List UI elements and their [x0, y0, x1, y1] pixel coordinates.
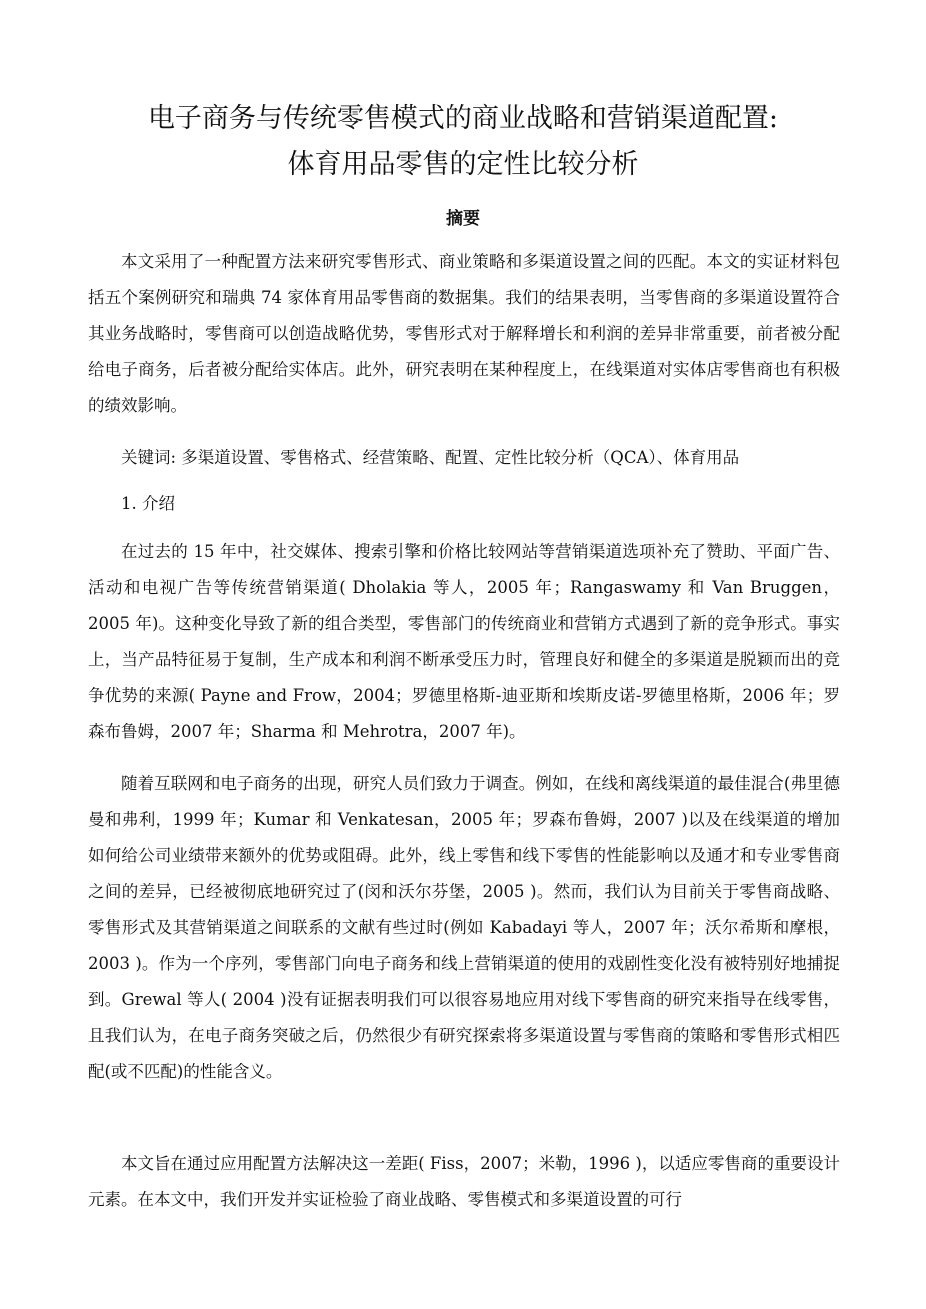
keywords-line: 关键词: 多渠道设置、零售格式、经营策略、配置、定性比较分析（QCA）、体育用品	[121, 448, 740, 467]
document-title-line-1: 电子商务与传统零售模式的商业战略和营销渠道配置:	[147, 103, 779, 134]
intro-paragraph-1: 在过去的 15 年中，社交媒体、搜索引擎和价格比较网站等营销渠道选项补充了赞助、平面广告、活动和电视广告等传统营销渠道( Dholakia 等人，2005 年；Rangaswamy 和 Van Bruggen，2005 年)。这种变化导致了新的组合类型，零售部门的传统商业和营销方式遇到了新的竞争形式。事实上，当产品特征易于复制，生产成本和利润不断承受压力时，管理良好和健全的多渠道是脱颖而出的竞争优势的来源( Payne and Frow，2004；罗德里格斯-迪亚斯和埃斯皮诺-罗德里格斯，2006 年；罗森布鲁姆，2007 年；Sharma 和 Mehrotra，2007 年)。	[88, 542, 840, 741]
intro-paragraph-2: 随着互联网和电子商务的出现，研究人员们致力于调查。例如，在线和离线渠道的最佳混合(弗里德曼和弗利，1999 年；Kumar 和 Venkatesan，2005 年；罗森布鲁姆，2007 )以及在线渠道的增加如何给公司业绩带来额外的优势或阻碍。此外，线上零售和线下零售的性能影响以及通才和专业零售商之间的差异，已经被彻底地研究过了(闵和沃尔芬堡，2005 )。然而，我们认为目前关于零售商战略、零售形式及其营销渠道之间联系的文献有些过时(例如 Kabadayi 等人，2007 年；沃尔希斯和摩根，2003 )。作为一个序列，零售部门向电子商务和线上营销渠道的使用的戏剧性变化没有被特别好地捕捉到。Grewal 等人( 2004 )没有证据表明我们可以很容易地应用对线下零售商的研究来指导在线零售，且我们认为，在电子商务突破之后，仍然很少有研究探索将多渠道设置与零售商的策略和零售形式相匹配(或不匹配)的性能含义。	[88, 774, 840, 1081]
document-title-line-2: 体育用品零售的定性比较分析	[287, 149, 639, 180]
section-heading-introduction: 1. 介绍	[121, 494, 175, 513]
abstract-paragraph: 本文采用了一种配置方法来研究零售形式、商业策略和多渠道设置之间的匹配。本文的实证材料包括五个案例研究和瑞典 74 家体育用品零售商的数据集。我们的结果表明，当零售商的多渠道设置符合其业务战略时，零售商可以创造战略优势，零售形式对于解释增长和利润的差异非常重要，前者被分配给电子商务，后者被分配给实体店。此外，研究表明在某种程度上，在线渠道对实体店零售商也有积极的绩效影响。	[88, 252, 840, 415]
abstract-heading: 摘要	[446, 209, 480, 229]
intro-paragraph-3: 本文旨在通过应用配置方法解决这一差距( Fiss，2007；米勒，1996 )，以适应零售商的重要设计元素。在本文中，我们开发并实证检验了商业战略、零售模式和多渠道设置的可行	[88, 1154, 840, 1209]
